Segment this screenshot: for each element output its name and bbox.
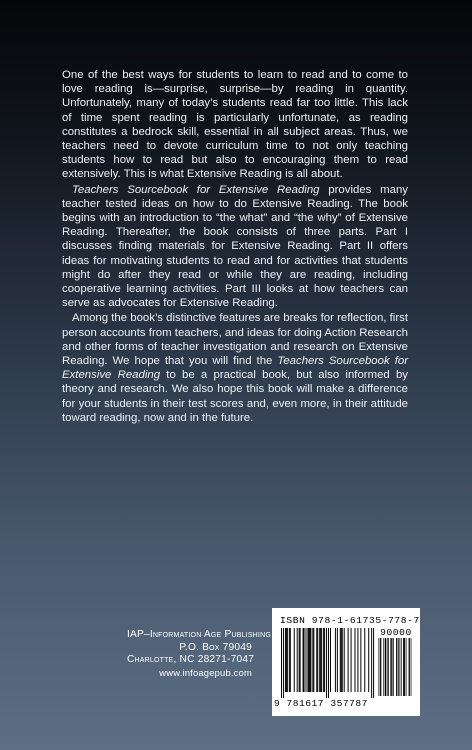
barcode-bar	[309, 628, 310, 692]
barcode-bar	[398, 638, 399, 696]
book-title-italic: Teachers Sourcebook for Extensive Reading	[62, 355, 408, 382]
barcode-bar	[286, 628, 287, 692]
publisher-city: Charlotte, NC 28271-7047	[127, 654, 255, 666]
publisher-po-box: P.O. Box 79049	[179, 641, 252, 653]
barcode-bar	[388, 638, 389, 696]
barcode-bar	[396, 638, 397, 696]
barcode-bar	[300, 628, 301, 692]
barcode-bar	[307, 628, 308, 692]
barcode-bar	[386, 638, 387, 696]
barcode-bar	[335, 628, 336, 692]
barcode-bar	[379, 638, 380, 696]
barcode-bar	[368, 628, 369, 692]
barcode-bar	[390, 638, 391, 696]
barcode-bar	[289, 628, 290, 692]
barcode-bar	[285, 628, 286, 692]
blurb-paragraph-2-text: provides many teacher tested ideas on how to do Extensive Reading. The book begins with an introduction to “the what” and “the why” of Extensive Reading. Thereafter, the book consists of three parts. Part I discusses finding materials for Extensive Reading. Part II offers ideas for motivating students to read and for activities that students might do after they read or while they are reading, including cooperative learning activities. Part III looks at how teachers can serve as advocates for Extensive Reading.	[62, 183, 408, 310]
barcode-bar	[400, 638, 401, 696]
barcode-bar	[344, 628, 345, 692]
addon-barcode-bars	[378, 638, 414, 696]
barcode-bar	[371, 628, 372, 698]
barcode-bar	[351, 628, 352, 692]
barcode-bar	[319, 628, 320, 692]
barcode-bar	[380, 638, 381, 696]
barcode-bar	[299, 628, 300, 692]
barcode-bar	[342, 628, 343, 692]
blurb-paragraph-3-text-b: to be a practical book, but also informed by theory and research. We also hope this book will make a difference for your students in their test scores and, even more, in their attitude toward reading, now and in the future.	[62, 369, 408, 424]
barcode-bar	[340, 628, 341, 692]
blurb-paragraph-3	[62, 311, 408, 425]
barcode-bar	[383, 638, 384, 696]
book-title-italic: Teachers Sourcebook for Extensive Reading	[72, 183, 320, 196]
barcode-bar	[355, 628, 356, 692]
barcode-bar	[360, 628, 361, 692]
barcode-bar	[391, 638, 392, 696]
publisher-info	[127, 629, 271, 679]
barcode-bar	[330, 628, 331, 692]
barcode-bar	[364, 628, 365, 692]
barcode-bar	[310, 628, 311, 692]
barcode-bar	[324, 628, 325, 692]
barcode-bar	[381, 638, 382, 696]
barcode-bar	[287, 628, 288, 692]
barcode-bar	[393, 638, 394, 696]
barcode-bar	[397, 638, 398, 696]
barcode-bar	[401, 638, 402, 696]
barcode-bar	[328, 628, 329, 698]
barcode-bar	[313, 628, 314, 692]
barcode-bar	[373, 628, 374, 698]
ean-number: 9 781617 357787	[274, 698, 368, 709]
barcode-bar	[348, 628, 349, 692]
ean-barcode-bars	[280, 628, 376, 700]
barcode-bar	[409, 638, 410, 696]
barcode-bar	[297, 628, 298, 692]
blurb-paragraph-2	[62, 183, 408, 311]
barcode-bar	[308, 628, 309, 692]
barcode-bar	[385, 638, 386, 696]
barcode-bar	[317, 628, 318, 692]
isbn-text: ISBN 978-1-61735-778-7	[280, 615, 420, 626]
barcode-bar	[357, 628, 358, 692]
barcode-bar	[306, 628, 307, 692]
barcode-bar	[403, 638, 404, 696]
barcode-bar	[316, 628, 317, 692]
addon-price-code: 90000	[380, 627, 412, 638]
barcode-bar	[321, 628, 322, 692]
barcode-bar	[341, 628, 342, 692]
barcode-bar	[304, 628, 305, 692]
barcode-bar	[290, 628, 291, 692]
barcode-bar	[392, 638, 393, 696]
barcode-bar	[387, 638, 388, 696]
back-cover-blurb	[62, 68, 408, 425]
barcode-bar	[404, 638, 405, 696]
barcode-bar	[337, 628, 338, 692]
barcode-bar	[303, 628, 304, 692]
blurb-paragraph-1: One of the best ways for students to learn to read and to come to love reading is—surprise, surprise—by reading in quantity. Unfortunately, many of today’s students read far too little. This lack of time spent reading is particularly unfortunate, as reading constitutes a bedrock skill, essential in all subject areas. Thus, we teachers need to devote curriculum time to not only teaching students how to read but also to encouraging them to read extensively. This is what Extensive Reading is all about.	[62, 69, 408, 181]
barcode-bar	[312, 628, 313, 692]
barcode-bar	[411, 638, 412, 696]
barcode-bar	[326, 628, 327, 698]
barcode-bar	[320, 628, 321, 692]
blurb-paragraph-3-text-a: Among the book’s distinctive features are breaks for reflection, first person accounts from teachers, and ideas for doing Action Research and other forms of teacher investigation and research on Extensive Reading. We hope that you will find the	[62, 312, 408, 368]
barcode-bar	[294, 628, 295, 692]
publisher-name: IAP–Information Age Publishing	[127, 629, 271, 640]
barcode-bar	[404, 638, 405, 696]
barcode-bar	[281, 628, 282, 698]
isbn-barcode	[272, 608, 420, 716]
publisher-url: www.infoagepub.com	[159, 666, 252, 678]
barcode-bar	[323, 628, 324, 692]
barcode-bar	[409, 638, 410, 696]
barcode-bar	[406, 638, 407, 696]
barcode-bar	[283, 628, 284, 698]
